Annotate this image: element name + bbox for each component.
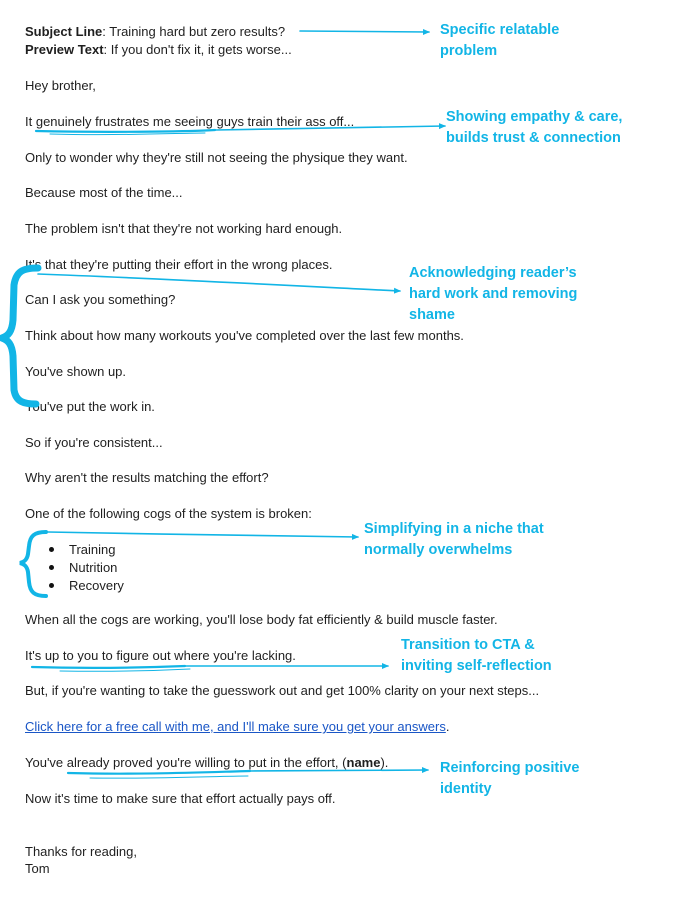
- list-item: Training: [25, 541, 124, 559]
- paragraph-14: It's up to you to figure out where you're lacking.: [25, 648, 296, 663]
- annotation-4-line-2: normally overwhelms: [364, 542, 513, 558]
- list-item: Recovery: [25, 577, 124, 595]
- paragraph-3: Because most of the time...: [25, 185, 183, 200]
- annotation-5-line-1: Transition to CTA &: [401, 637, 535, 653]
- preview-text: : If you don't fix it, it gets worse...: [103, 42, 292, 57]
- name-placeholder: name: [346, 755, 381, 770]
- paragraph-16-pre: You've already proved you're willing to put in the effort, (: [25, 755, 347, 770]
- cta-period: .: [445, 719, 450, 734]
- underline-3b: [90, 776, 248, 778]
- arrow-6: [250, 770, 428, 771]
- annotation-4: [364, 519, 544, 561]
- list-item: Nutrition: [25, 559, 124, 577]
- underline-1: [36, 130, 215, 132]
- underline-2: [32, 666, 185, 668]
- annotation-2-line-2: builds trust & connection: [446, 130, 621, 146]
- paragraph-5: It's that they're putting their effort in the wrong places.: [25, 257, 333, 272]
- paragraph-15: But, if you're wanting to take the guesswork out and get 100% clarity on your next steps...: [25, 683, 540, 698]
- paragraph-9: You've put the work in.: [25, 399, 155, 414]
- annotation-4-line-1: Simplifying in a niche that: [364, 521, 544, 537]
- annotation-1: [440, 20, 559, 62]
- signoff: Thanks for reading,: [25, 844, 138, 859]
- arrow-4: [48, 532, 358, 537]
- annotation-6: [440, 758, 579, 800]
- paragraph-6: Can I ask you something?: [25, 292, 176, 307]
- arrow-3: [38, 274, 400, 291]
- annotation-3: [409, 263, 577, 326]
- paragraph-11: Why aren't the results matching the effort?: [25, 470, 269, 485]
- annotation-5: [401, 635, 552, 677]
- subject-text: : Training hard but zero results?: [102, 24, 286, 39]
- greeting: Hey brother,: [25, 78, 96, 93]
- paragraph-2: Only to wonder why they're still not seeing the physique they want.: [25, 150, 408, 165]
- annotation-3-line-2: hard work and removing: [409, 286, 578, 302]
- annotation-3-line-3: shame: [409, 307, 455, 323]
- arrow-2: [215, 126, 445, 130]
- underline-1b: [50, 133, 205, 135]
- paragraph-8: You've shown up.: [25, 364, 127, 379]
- paragraph-17: Now it's time to make sure that effort actually pays off.: [25, 791, 336, 806]
- paragraph-16-post: ).: [380, 755, 389, 770]
- annotation-6-line-1: Reinforcing positive: [440, 760, 580, 776]
- annotation-2-line-1: Showing empathy & care,: [446, 109, 623, 125]
- brace-large: [2, 268, 38, 404]
- paragraph-12: One of the following cogs of the system is broken:: [25, 506, 312, 521]
- brace-small: [20, 532, 46, 596]
- paragraph-1: It genuinely frustrates me seeing guys train their ass off...: [25, 114, 355, 129]
- paragraph-7: Think about how many workouts you've completed over the last few months.: [25, 328, 464, 343]
- arrow-1: [300, 31, 429, 32]
- annotation-1-line-2: problem: [440, 43, 498, 59]
- annotation-5-line-2: inviting self-reflection: [401, 658, 552, 674]
- cta-link[interactable]: Click here for a free call with me, and I'll make sure you get your answers: [25, 719, 446, 734]
- preview-label: Preview Text: [25, 42, 104, 57]
- annotation-6-line-2: identity: [440, 781, 492, 797]
- subject-label: Subject Line: [25, 24, 103, 39]
- signature: Tom: [25, 861, 50, 876]
- annotation-1-line-1: Specific relatable: [440, 22, 560, 38]
- underline-3: [68, 771, 250, 774]
- paragraph-4: The problem isn't that they're not working hard enough.: [25, 221, 343, 236]
- paragraph-13: When all the cogs are working, you'll lose body fat efficiently & build muscle faster.: [25, 612, 498, 627]
- annotation-2: [446, 107, 622, 149]
- underline-2b: [60, 669, 190, 671]
- annotation-3-line-1: Acknowledging reader’s: [409, 265, 577, 281]
- paragraph-10: So if you're consistent...: [25, 435, 163, 450]
